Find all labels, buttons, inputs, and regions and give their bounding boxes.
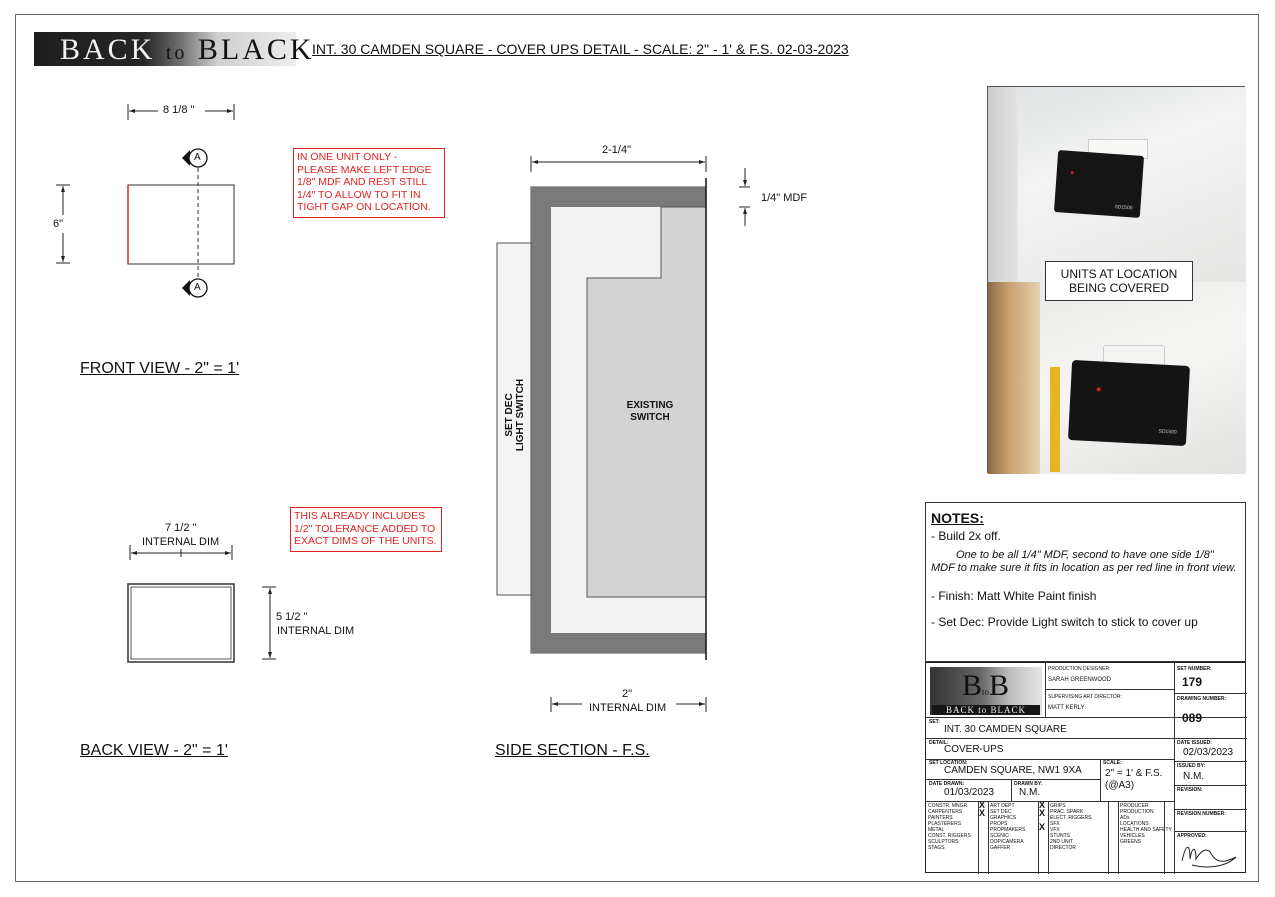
drawn-by-label: DRAWN BY: <box>1014 781 1043 787</box>
detail-label: DETAIL: <box>929 740 949 746</box>
date-issued-label: DATE ISSUED: <box>1177 740 1212 746</box>
check-art-dept: X <box>979 800 986 810</box>
set-number-label: SET NUMBER: <box>1177 666 1212 672</box>
check-sfx: X <box>1039 822 1046 832</box>
front-height-dimension: 6" <box>53 218 64 230</box>
revision-label: REVISION: <box>1177 787 1203 793</box>
note-build: - Build 2x off. <box>931 529 1001 543</box>
check-grips: X <box>1039 800 1046 810</box>
scale-value: 2" = 1' & F.S. <box>1105 768 1163 779</box>
date-drawn-label: DATE DRAWN: <box>929 781 965 787</box>
front-view-label: FRONT VIEW - 2" = 1' <box>80 360 240 377</box>
back-width-subtitle: INTERNAL DIM <box>142 536 220 548</box>
supervising-ad: MATT KERLY <box>1048 705 1085 711</box>
section-marker-top: A <box>194 152 201 163</box>
device-panel-top: SD1500 <box>1054 150 1144 218</box>
scale-label: SCALE: <box>1103 760 1122 766</box>
note-finish: - Finish: Matt White Paint finish <box>931 589 1097 603</box>
back-to-black-logo: BACK to BLACK <box>34 32 296 66</box>
department-column-4: PRODUCER PRODUCTION ADs LOCATIONS HEALTH AND SAFETY VEHICLES GREENS <box>1120 803 1172 845</box>
issued-by-label: ISSUED BY: <box>1177 763 1206 769</box>
side-top-dimension: 2-1/4" <box>602 144 631 156</box>
side-section-label: SIDE SECTION - F.S. <box>495 742 650 759</box>
back-view-label: BACK VIEW - 2" = 1' <box>80 742 228 759</box>
front-width-dimension: 8 1/8 " <box>163 104 195 116</box>
note-set-dec: - Set Dec: Provide Light switch to stick to cover up <box>931 615 1198 629</box>
side-bottom-dimension: 2" <box>622 688 633 700</box>
back-width-dimension: 7 1/2 " <box>165 522 197 534</box>
production-designer: SARAH GREENWOOD <box>1048 677 1112 683</box>
location-photo <box>987 86 1245 473</box>
approved-label: APPROVED: <box>1177 833 1207 839</box>
back-height-dimension: 5 1/2 " <box>276 611 308 623</box>
department-column-1: CONSTR. MNGR. CARPENTERS PAINTERS PLASTERERS METAL CONST. RIGGERS SCULPTORS STAGS <box>928 803 971 851</box>
set-location-label: SET LOCATION: <box>929 760 968 766</box>
front-view-red-note: IN ONE UNIT ONLY - PLEASE MAKE LEFT EDGE 1/8" MDF AND REST STILL 1/4" TO ALLOW TO FIT IN TIGHT GAP ON LOCATION. <box>293 148 445 218</box>
scale-paper: (@A3) <box>1105 780 1135 791</box>
production-designer-label: PRODUCTION DESIGNER: <box>1048 666 1111 672</box>
date-drawn: 01/03/2023 <box>944 787 995 798</box>
device-panel-bottom: SD1500 <box>1068 360 1190 446</box>
drawing-number: 089 <box>1182 711 1203 725</box>
set-label: SET: <box>929 719 940 725</box>
side-bottom-subtitle: INTERNAL DIM <box>589 702 667 714</box>
title-block <box>925 662 1246 873</box>
check-set-dec: X <box>979 808 986 818</box>
drawn-by: N.M. <box>1019 787 1041 798</box>
check-prac-spark: X <box>1039 808 1046 818</box>
existing-switch-label: EXISTING SWITCH <box>626 400 674 423</box>
detail-name: COVER-UPS <box>944 744 1004 755</box>
issued-by: N.M. <box>1183 771 1205 782</box>
title-block-logo: BtoB BACK to BLACK <box>930 667 1042 715</box>
photo-caption: UNITS AT LOCATION BEING COVERED <box>1045 261 1193 301</box>
back-height-subtitle: INTERNAL DIM <box>277 625 355 637</box>
section-marker-bottom: A <box>194 282 201 293</box>
set-location: CAMDEN SQUARE, NW1 9XA <box>944 765 1082 776</box>
approval-signature <box>1178 839 1244 871</box>
set-dec-switch-label: SET DEC LIGHT SWITCH <box>504 378 526 452</box>
mdf-thickness-dimension: 1/4" MDF <box>761 192 808 204</box>
notes-panel <box>925 502 1246 662</box>
back-view-red-note: THIS ALREADY INCLUDES 1/2" TOLERANCE ADDED TO EXACT DIMS OF THE UNITS. <box>290 507 442 552</box>
department-column-2: ART DEPT SET DEC GRAPHICS PROPS PROPMAKERS SCENIC DOP/CAMERA GAFFER <box>990 803 1026 851</box>
set-name: INT. 30 CAMDEN SQUARE <box>944 724 1067 735</box>
set-number: 179 <box>1182 675 1203 689</box>
tape-measure <box>1050 367 1060 472</box>
note-build-detail: One to be all 1/4" MDF, second to have one side 1/8" MDF to make sure it fits in location as per red line in front view. <box>931 549 1237 574</box>
department-column-3: GRIPS PRAC. SPARK ELECT. RIGGERS SFX VFX STUNTS 2ND UNIT DIRECTOR <box>1050 803 1092 851</box>
revision-number-label: REVISION NUMBER: <box>1177 811 1226 817</box>
date-issued: 02/03/2023 <box>1183 747 1234 758</box>
supervising-ad-label: SUPERVISING ART DIRECTOR: <box>1048 694 1122 700</box>
notes-heading: NOTES: <box>931 510 984 526</box>
drawing-title: INT. 30 CAMDEN SQUARE - COVER UPS DETAIL - SCALE: 2" - 1' & F.S. 02-03-2023 <box>312 41 849 57</box>
drawing-number-label: DRAWING NUMBER: <box>1177 696 1227 702</box>
